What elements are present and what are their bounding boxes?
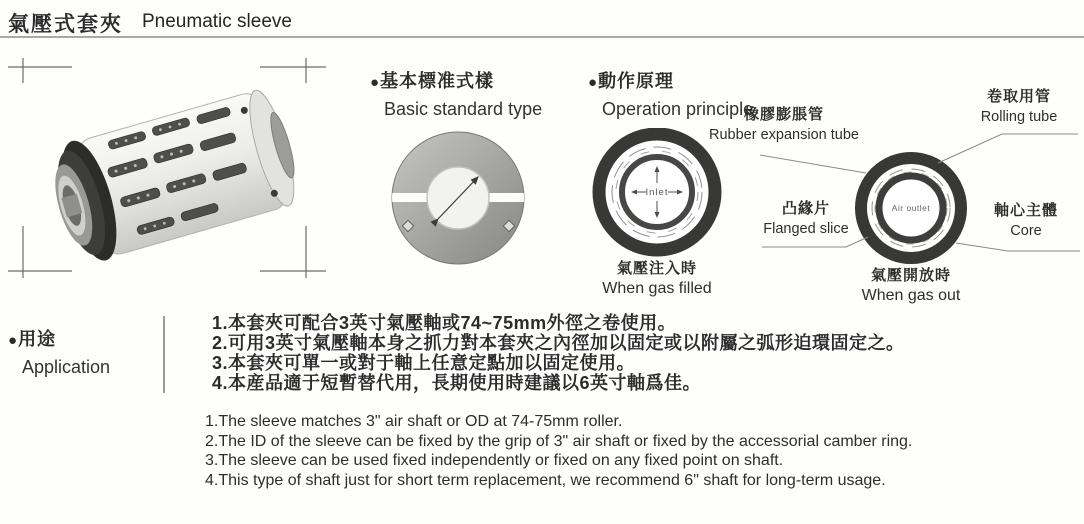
rubber-tube-label-en: Rubber expansion tube [709,127,859,143]
note-zh-4: 4.本産品適于短暫替代用，長期使用時建議以6英寸軸爲佳。 [212,373,702,393]
basic-type-title-zh: 基本標准式樣 [380,71,495,91]
flanged-slice-label-zh: 凸緣片 [781,200,830,217]
operation-title-en: Operation principle [602,99,754,119]
header-divider [0,36,1084,38]
rolling-tube-label-zh: 卷取用管 [986,88,1051,105]
callout-core [977,200,1075,242]
application-notes-zh [212,313,905,393]
basic-type-diagram [388,128,533,275]
page-title-zh: 氣壓式套夾 [8,13,123,36]
gas-filled-caption-zh: 氣壓注入時 [616,260,697,277]
pneumatic-sleeve-photo [8,56,326,306]
callout-rubber-expansion-tube [706,104,862,146]
note-en-2: 2.The ID of the sleeve can be fixed by the grip of 3" air shaft or fixed by the accessorial camber ring. [205,432,913,450]
page-title-en: Pneumatic sleeve [142,11,292,32]
bullet-icon: ● [588,74,598,91]
rolling-tube-label-en: Rolling tube [980,109,1058,125]
note-en-4: 4.This type of shaft just for short term replacement, we recommend 6" shaft for long-term usage. [205,471,886,489]
core-label-zh: 軸心主體 [993,202,1058,219]
note-en-1: 1.The sleeve matches 3" air shaft or OD at 74-75mm roller. [205,413,623,430]
sleeve-cylinder [42,84,306,269]
caption-gas-out [831,266,991,306]
operation-title-zh: 動作原理 [598,71,675,91]
application-title-zh: 用途 [18,329,57,349]
gas-out-caption-en: When gas out [861,287,961,304]
application-title-en: Application [22,357,111,377]
sleeve-end-view [388,128,533,270]
application-notes-en [205,412,912,490]
product-photo [8,56,326,311]
core-label-en: Core [1010,223,1042,239]
basic-type-title-en: Basic standard type [384,99,543,119]
inlet-label: Inlet [645,187,669,198]
gas-filled-caption-en: When gas filled [602,280,712,297]
note-zh-3: 3.本套夾可單一或對于軸上任意定點加以固定使用。 [212,353,636,373]
callout-rolling-tube [963,86,1075,128]
section-application [8,326,110,380]
core-leader [956,243,1080,251]
note-zh-1: 1.本套夾可配合3英寸氣壓軸或74~75mm外徑之卷使用。 [212,313,677,333]
bullet-icon: ● [370,74,380,91]
air-outlet-label: Air outlet [891,203,931,213]
rubber-tube-leader [760,155,866,173]
rubber-tube-label-zh: 橡膠膨脹管 [743,106,824,123]
callout-flanged-slice [758,198,854,240]
caption-gas-filled [577,259,737,299]
note-zh-2: 2.可用3英寸氣壓軸本身之抓力對本套夾之內徑加以固定或以附屬之弧形迫環固定之。 [212,333,905,353]
flanged-slice-label-en: Flanged slice [763,221,849,237]
note-en-3: 3.The sleeve can be used fixed independently or fixed on any fixed point on shaft. [205,452,784,469]
application-divider [163,316,165,393]
gas-out-caption-zh: 氣壓開放時 [870,267,951,284]
gas-filled-diagram [592,128,722,263]
bullet-icon: ● [8,332,18,349]
gas-out-diagram [852,150,970,273]
section-basic-type [370,68,542,122]
